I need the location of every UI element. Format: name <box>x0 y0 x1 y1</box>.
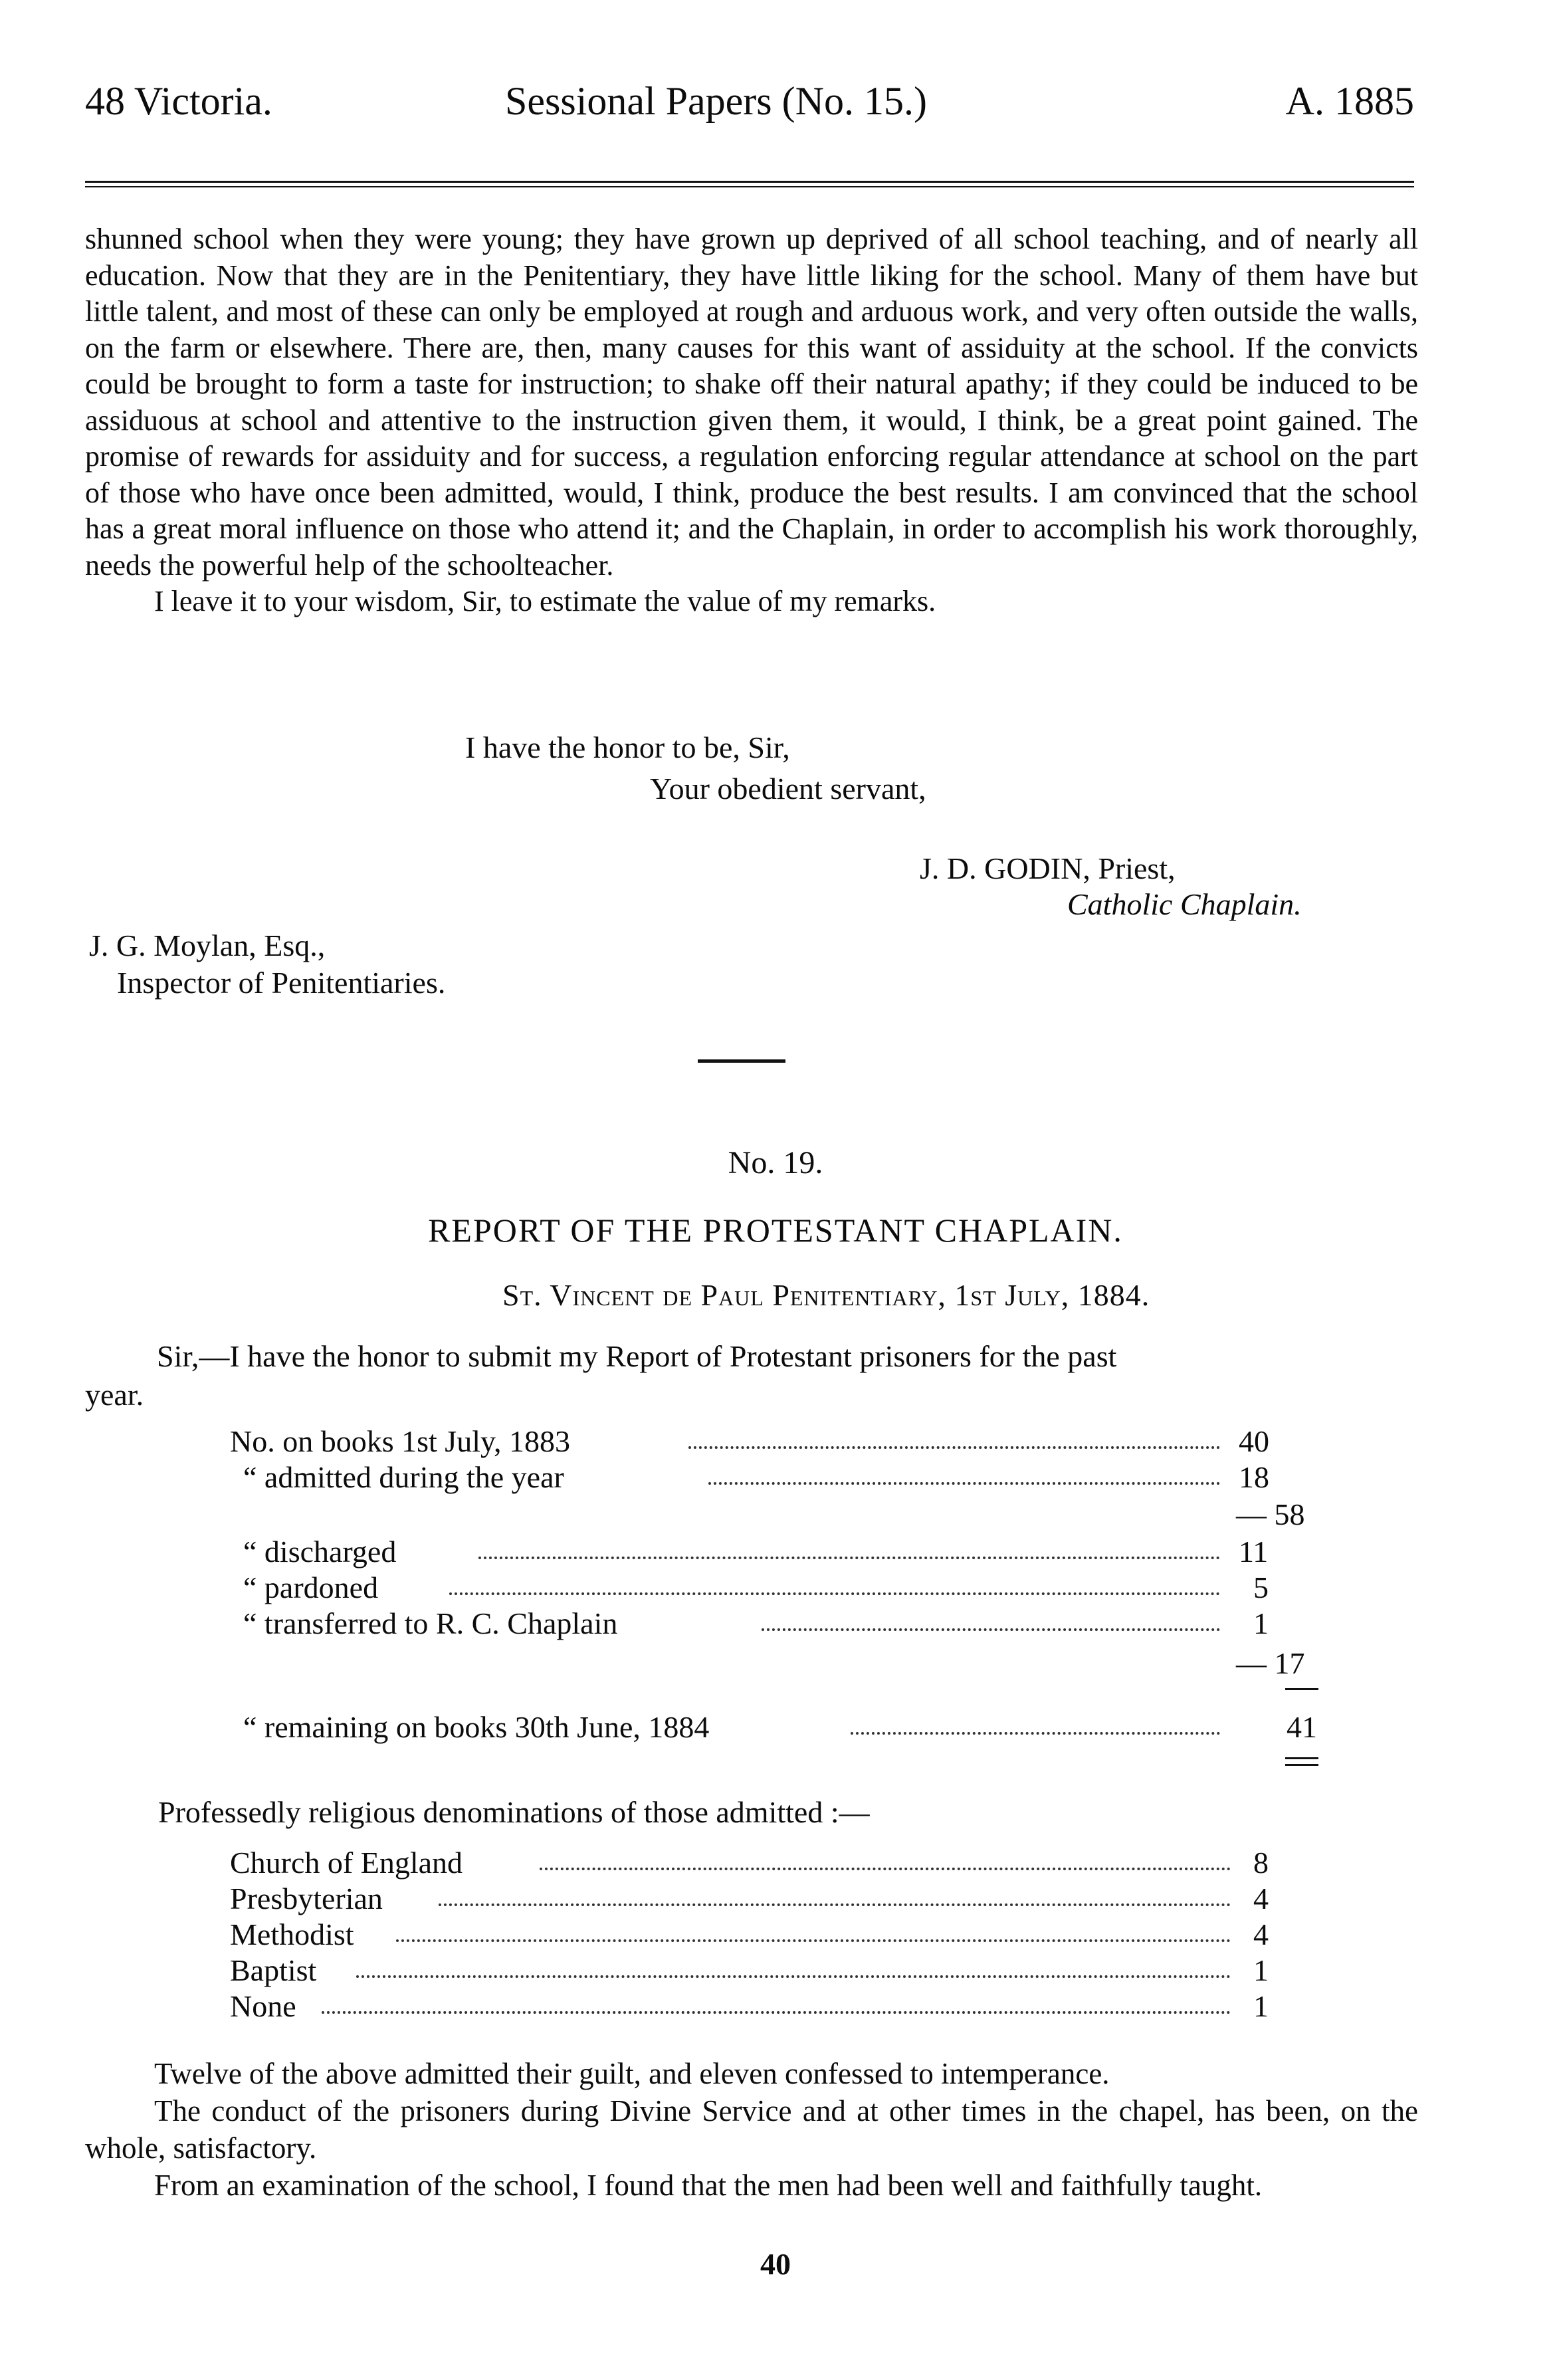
closing-honor: I have the honor to be, Sir, <box>465 730 790 764</box>
letter-paragraph-1: shunned school when they were young; they have grown up deprived of all school teaching, and of nearly all education. Now that they are in the Penitentiary, they have little liking for the school. Many of them have but little talent, and most of these can only be employed at rough and arduous work, and very often outside the walls, on the farm or elsewhere. There are, then, many causes for this want of assiduity at the school. If the convicts could be brought to form a taste for instruction; to shake off their natural apathy; if they could be induced to be assiduous at school and attentive to the instruction given them, it would, I think, be a great point gained. The promise of rewards for assiduity and for success, a regulation enforcing regular attendance at school on the part of those who have once been admitted, would, I think, produce the best results. I am convinced that the school has a great moral influence on those who attend it; and the Chaplain, in order to accomplish his work thoroughly, needs the powerful help of the schoolteacher. <box>85 223 1418 582</box>
ledger-value: 40 <box>1239 1424 1269 1458</box>
denomination-label: Baptist <box>230 1953 317 1987</box>
ledger-row-total <box>0 1709 1551 1749</box>
leader-dots <box>449 1592 1220 1595</box>
denomination-count: 8 <box>1253 1846 1269 1880</box>
denomination-label: Presbyterian <box>230 1882 383 1915</box>
leader-dots <box>439 1903 1231 1906</box>
leader-dots <box>356 1975 1231 1978</box>
report-intro: Sir,—I have the honor to submit my Report of Protestant prisoners for the past <box>157 1339 1117 1373</box>
ledger-row <box>0 1424 1551 1463</box>
ledger-value: 1 <box>1253 1606 1269 1640</box>
addressee-title: Inspector of Penitentiaries. <box>117 966 446 1000</box>
header-rule-thin <box>85 186 1414 187</box>
denomination-label: Church of England <box>230 1846 463 1880</box>
report-location-date: St. Vincent de Paul Penitentiary, 1st July, 1884. <box>502 1278 1150 1312</box>
report-number: No. 19. <box>728 1145 823 1180</box>
denomination-count: 4 <box>1253 1882 1269 1915</box>
ledger-value: 11 <box>1239 1535 1269 1569</box>
letter-body <box>85 221 1418 620</box>
signature-title: Catholic Chaplain. <box>1067 887 1302 921</box>
denomination-row <box>0 1917 1551 1957</box>
ledger-value: 5 <box>1253 1570 1269 1604</box>
ledger-row <box>0 1534 1551 1574</box>
denomination-row <box>0 1845 1551 1885</box>
header-year: A. 1885 <box>1285 79 1414 123</box>
leader-dots <box>396 1939 1231 1942</box>
header-sessional-papers: Sessional Papers (No. 15.) <box>505 79 927 123</box>
double-rule-top <box>1285 1757 1318 1759</box>
report-intro-continued: year. <box>85 1378 144 1412</box>
leader-dots <box>478 1557 1220 1559</box>
ledger-label: No. on books 1st July, 1883 <box>230 1424 570 1458</box>
report-paragraph: Twelve of the above admitted their guilt, and eleven confessed to intemperance. <box>154 2057 1110 2090</box>
section-divider <box>698 1059 785 1063</box>
closing-servant: Your obedient servant, <box>650 772 926 806</box>
header-rule <box>85 181 1414 183</box>
signature-name: J. D. GODIN, Priest, <box>920 851 1176 885</box>
addressee-name: J. G. Moylan, Esq., <box>89 928 326 962</box>
leader-dots <box>540 1868 1231 1870</box>
running-header <box>0 78 1551 138</box>
denomination-row <box>0 1989 1551 2028</box>
header-session: 48 Victoria. <box>85 79 272 123</box>
denomination-row <box>0 1953 1551 1993</box>
ledger-label: “ discharged <box>243 1535 397 1569</box>
subtotal-removed: — 17 <box>1236 1646 1305 1680</box>
denomination-label: Methodist <box>230 1917 354 1951</box>
denomination-label: None <box>230 1989 296 2023</box>
total-rule <box>1285 1688 1318 1690</box>
leader-dots <box>322 2011 1231 2014</box>
report-closing <box>85 2055 1418 2204</box>
leader-dots <box>851 1732 1220 1735</box>
report-paragraph: From an examination of the school, I found that the men had been well and faithfully taught. <box>154 2169 1263 2202</box>
denomination-row <box>0 1881 1551 1921</box>
double-rule-bottom <box>1285 1764 1318 1766</box>
ledger-label: “ remaining on books 30th June, 1884 <box>243 1710 710 1744</box>
subtotal-admitted: — 58 <box>1236 1497 1305 1531</box>
ledger-label: “ admitted during the year <box>243 1460 564 1494</box>
report-paragraph: The conduct of the prisoners during Divine Service and at other times in the chapel, has been, on the whole, satisfactory. <box>85 2094 1418 2165</box>
ledger-total-value: 41 <box>1287 1710 1317 1744</box>
letter-paragraph-2: I leave it to your wisdom, Sir, to estimate the value of my remarks. <box>154 585 936 617</box>
leader-dots <box>688 1446 1220 1449</box>
ledger-row <box>0 1570 1551 1610</box>
denomination-count: 4 <box>1253 1917 1269 1951</box>
denominations-heading: Professedly religious denominations of those admitted :— <box>158 1795 870 1829</box>
ledger-value: 18 <box>1239 1460 1269 1494</box>
ledger-row <box>0 1606 1551 1646</box>
leader-dots <box>708 1482 1220 1485</box>
denomination-count: 1 <box>1253 1989 1269 2023</box>
ledger-label: “ pardoned <box>243 1570 379 1604</box>
leader-dots <box>762 1628 1220 1631</box>
ledger-row <box>0 1460 1551 1499</box>
ledger-label: “ transferred to R. C. Chaplain <box>243 1606 618 1640</box>
denomination-count: 1 <box>1253 1953 1269 1987</box>
report-title: REPORT OF THE PROTESTANT CHAPLAIN. <box>428 1212 1123 1249</box>
page-number: 40 <box>760 2247 791 2281</box>
